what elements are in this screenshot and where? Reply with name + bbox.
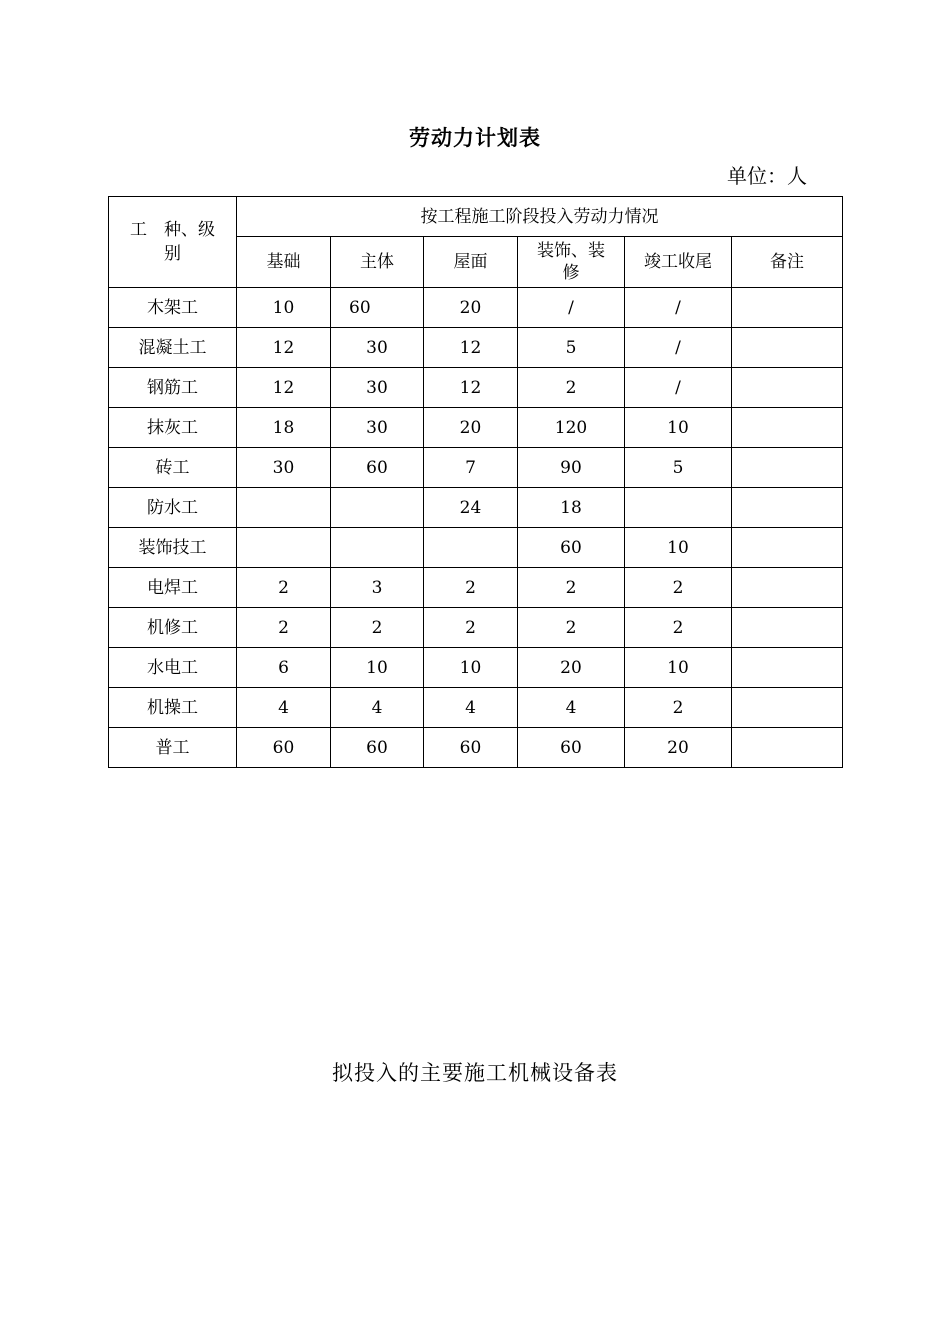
value-cell: 60 (424, 728, 518, 768)
value-cell: 2 (518, 568, 625, 608)
value-cell (732, 688, 843, 728)
value-cell: 90 (518, 448, 625, 488)
table-row (109, 608, 843, 648)
value-cell: 12 (237, 368, 331, 408)
trade-name-cell: 机修工 (109, 608, 237, 648)
value-cell: 18 (518, 488, 625, 528)
value-cell: / (625, 288, 732, 328)
value-cell: 30 (237, 448, 331, 488)
value-cell: 18 (237, 408, 331, 448)
group-header-cell: 按工程施工阶段投入劳动力情况 (237, 197, 843, 237)
value-cell: 2 (518, 368, 625, 408)
table-row (109, 288, 843, 328)
value-cell: 2 (625, 568, 732, 608)
value-cell (732, 728, 843, 768)
column-header-label: 屋面 (453, 252, 488, 272)
value-cell: / (518, 288, 625, 328)
trade-name-cell: 防水工 (109, 488, 237, 528)
value-cell: 30 (331, 408, 424, 448)
table-header-row (109, 197, 843, 237)
column-header-label: 基础 (266, 252, 301, 272)
trade-name-cell: 木架工 (109, 288, 237, 328)
value-cell (732, 288, 843, 328)
value-cell (625, 488, 732, 528)
value-cell: 12 (237, 328, 331, 368)
value-cell: 60 (331, 728, 424, 768)
corner-header-cell (109, 197, 237, 288)
value-cell: 60 (518, 728, 625, 768)
table-row (109, 328, 843, 368)
equipment-table-title: 拟投入的主要施工机械设备表 (332, 1061, 618, 1085)
table-row (109, 488, 843, 528)
value-cell (732, 608, 843, 648)
value-cell (732, 488, 843, 528)
value-cell: 2 (625, 688, 732, 728)
value-cell: 5 (625, 448, 732, 488)
table-row (109, 528, 843, 568)
value-cell (732, 408, 843, 448)
value-cell: 60 (518, 528, 625, 568)
trade-name-cell: 混凝土工 (109, 328, 237, 368)
trade-name-cell: 电焊工 (109, 568, 237, 608)
value-cell (732, 328, 843, 368)
value-cell: 60 (237, 728, 331, 768)
value-cell: 4 (424, 688, 518, 728)
value-cell (732, 568, 843, 608)
value-cell: 4 (237, 688, 331, 728)
value-cell: 10 (331, 648, 424, 688)
value-cell: 2 (424, 568, 518, 608)
value-cell: 12 (424, 328, 518, 368)
value-cell: 4 (331, 688, 424, 728)
value-cell: 10 (625, 648, 732, 688)
value-cell: 2 (518, 608, 625, 648)
trade-name-cell: 普工 (109, 728, 237, 768)
value-cell (331, 528, 424, 568)
value-cell (237, 488, 331, 528)
table-row (109, 568, 843, 608)
corner-header-text: 工 种、级别 (130, 220, 215, 264)
value-cell: 4 (518, 688, 625, 728)
value-cell (331, 488, 424, 528)
value-cell: 30 (331, 328, 424, 368)
value-cell: 2 (237, 568, 331, 608)
column-header (732, 237, 843, 288)
page-title: 劳动力计划表 (409, 125, 541, 150)
value-cell: 10 (625, 408, 732, 448)
column-header (625, 237, 732, 288)
value-cell: 20 (424, 288, 518, 328)
table-row (109, 408, 843, 448)
trade-name-cell: 机操工 (109, 688, 237, 728)
column-header (331, 237, 424, 288)
trade-name-cell: 抹灰工 (109, 408, 237, 448)
value-cell: 2 (625, 608, 732, 648)
trade-name-cell: 钢筋工 (109, 368, 237, 408)
value-cell: 3 (331, 568, 424, 608)
value-cell: 10 (625, 528, 732, 568)
value-cell: 2 (237, 608, 331, 648)
value-cell (732, 528, 843, 568)
value-cell: 10 (424, 648, 518, 688)
value-cell (732, 448, 843, 488)
column-header (237, 237, 331, 288)
column-header (424, 237, 518, 288)
value-cell: 20 (518, 648, 625, 688)
value-cell (237, 528, 331, 568)
value-cell: 24 (424, 488, 518, 528)
table-row (109, 448, 843, 488)
table-row (109, 648, 843, 688)
value-cell: 5 (518, 328, 625, 368)
value-cell: 20 (625, 728, 732, 768)
table-row (109, 688, 843, 728)
value-cell: 60 (331, 288, 424, 328)
column-header-label: 备注 (770, 252, 805, 272)
value-cell: 10 (237, 288, 331, 328)
value-cell: 7 (424, 448, 518, 488)
value-cell (732, 648, 843, 688)
labor-plan-table (108, 196, 843, 768)
value-cell: 12 (424, 368, 518, 408)
trade-name-cell: 装饰技工 (109, 528, 237, 568)
column-header (518, 237, 625, 288)
value-cell: 120 (518, 408, 625, 448)
value-cell: / (625, 328, 732, 368)
value-cell: 2 (331, 608, 424, 648)
trade-name-cell: 砖工 (109, 448, 237, 488)
column-header-label: 装饰、装修 (537, 241, 605, 283)
value-cell (424, 528, 518, 568)
value-cell: 2 (424, 608, 518, 648)
value-cell: / (625, 368, 732, 408)
value-cell: 6 (237, 648, 331, 688)
column-header-label: 主体 (360, 252, 394, 272)
value-cell: 60 (331, 448, 424, 488)
trade-name-cell: 水电工 (109, 648, 237, 688)
table-row (109, 368, 843, 408)
value-cell: 30 (331, 368, 424, 408)
table-row (109, 728, 843, 768)
unit-label: 单位：人 (727, 164, 807, 188)
value-cell: 20 (424, 408, 518, 448)
column-header-label: 竣工收尾 (644, 252, 712, 272)
value-cell (732, 368, 843, 408)
